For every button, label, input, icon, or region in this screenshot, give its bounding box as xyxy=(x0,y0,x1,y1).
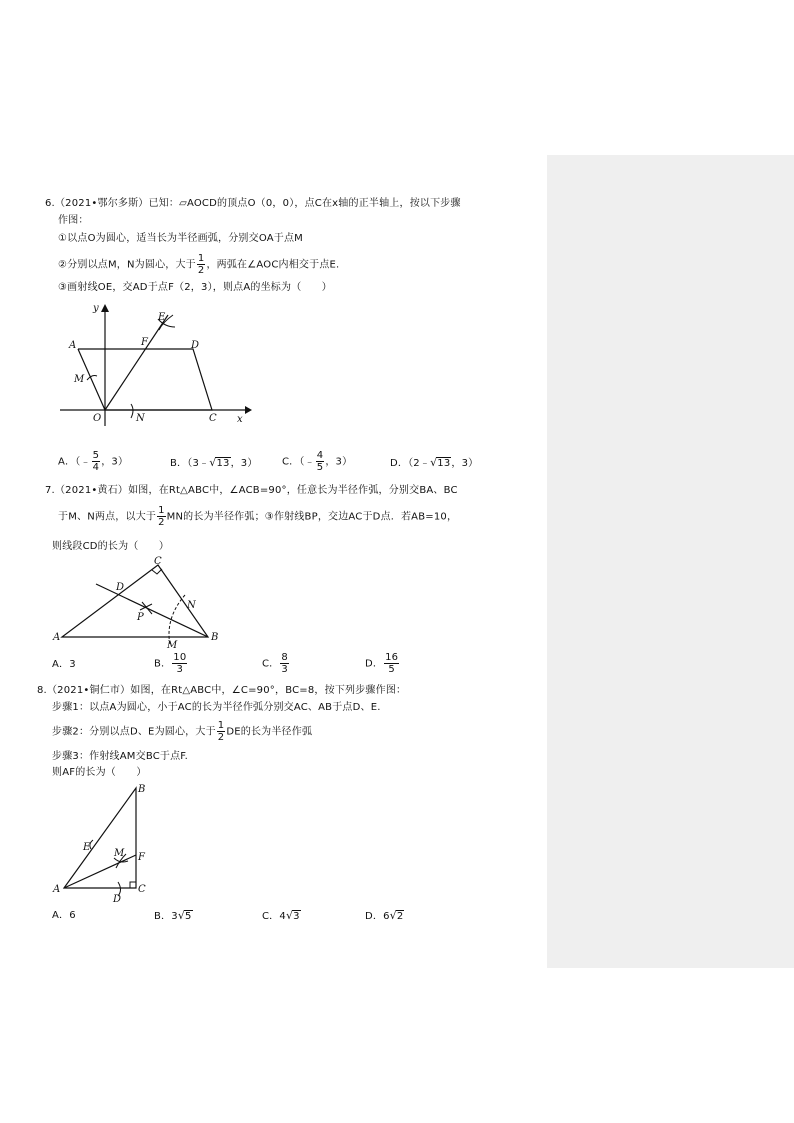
q7-figure xyxy=(50,553,230,653)
q6-y-arrow xyxy=(101,304,109,312)
q8-ray-am xyxy=(64,855,136,888)
q7-label-c: C xyxy=(154,556,162,567)
q8-label-c: C xyxy=(138,884,146,895)
q8-option-a[interactable]: A．6 xyxy=(52,910,76,921)
q6-step1: ①以点O为圆心，适当长为半径画弧，分别交OA于点M xyxy=(58,233,303,244)
q6-option-d[interactable]: D．（2﹣√13，3） xyxy=(390,456,479,469)
q8-step2: 步骤2：分别以点D、E为圆心，大于 $\frac{1}{2}$ DE的长为半径作弧 xyxy=(52,720,313,743)
q7-label-a: A xyxy=(53,632,61,643)
q6-option-c[interactable]: C．（﹣ $\frac{4}{5}$ ，3） xyxy=(282,450,353,473)
q6-figure xyxy=(55,300,255,430)
q6-label-c: C xyxy=(209,413,217,424)
q7-label-p: P xyxy=(137,612,144,623)
q6-option-a[interactable]: A．（﹣ $\frac{5}{4}$ ，3） xyxy=(58,450,129,473)
q7-stem-line2: 于M、N两点，以大于 $\frac{1}{2}$ MN的长为半径作弧；③作射线BP，交边AC于D点．若AB=10， xyxy=(58,505,458,528)
q8-step3: 步骤3：作射线AM交BC于点F. xyxy=(52,751,189,762)
q7-option-d[interactable]: D． $\frac{16}{5}$ xyxy=(365,652,399,675)
q6-x-arrow xyxy=(245,406,252,414)
q6-label-a: A xyxy=(69,340,77,351)
q8-figure xyxy=(50,778,170,903)
q7-option-c[interactable]: C． $\frac{8}{3}$ xyxy=(262,652,288,675)
q8-right-angle xyxy=(130,882,136,888)
q6-stem-line1: 6.（2021•鄂尔多斯）已知：▱AOCD的顶点O（0，0），点C在x轴的正半轴上，按以下步骤 xyxy=(45,198,461,209)
q6-label-f: F xyxy=(141,337,148,348)
q6-step2: ②分别以点M，N为圆心，大于 $\frac{1}{2}$ ，两弧在∠AOC内相交于点E. xyxy=(58,253,340,276)
q8-option-b[interactable]: B．3√5 xyxy=(154,909,192,922)
q8-label-b: B xyxy=(138,784,146,795)
q8-step1: 步骤1：以点A为圆心，小于AC的长为半径作弧分别交AC、AB于点D、E. xyxy=(52,702,381,713)
q6-label-x: x xyxy=(237,414,243,425)
q6-ray-oe xyxy=(105,315,168,410)
q8-question: 则AF的长为（ ） xyxy=(52,767,147,778)
q8-label-a: A xyxy=(53,884,61,895)
q6-stem-line2: 作图： xyxy=(58,215,89,226)
q6-label-e: E xyxy=(158,312,166,323)
q8-triangle xyxy=(64,788,136,888)
q7-fraction: $\frac{1}{2}$ xyxy=(158,505,165,528)
q7-label-d: D xyxy=(116,582,125,593)
q7-label-n: N xyxy=(187,600,196,611)
q7-label-b: B xyxy=(211,632,219,643)
q8-label-e: E xyxy=(83,842,91,853)
q6-arc-n xyxy=(131,404,133,418)
q6-label-o: O xyxy=(93,413,102,424)
q8-label-f: F xyxy=(138,852,145,863)
q7-stem-line3: 则线段CD的长为（ ） xyxy=(52,541,170,552)
q7-right-angle xyxy=(152,569,162,574)
q6-option-b[interactable]: B．（3﹣√13，3） xyxy=(170,456,258,469)
comment-margin-panel xyxy=(547,155,794,968)
q6-fraction: $\frac{1}{2}$ xyxy=(197,253,205,276)
q6-step3: ③画射线OE，交AD于点F（2，3），则点A的坐标为（ ） xyxy=(58,282,333,293)
q6-label-n: N xyxy=(136,413,145,424)
q8-label-d: D xyxy=(113,894,122,905)
q7-stem-line1: 7.（2021•黄石）如图，在Rt△ABC中，∠ACB=90°，任意长为半径作弧，分别交BA、BC xyxy=(45,485,458,496)
q6-label-d: D xyxy=(191,340,200,351)
q6-parallelogram xyxy=(78,349,212,410)
q7-option-a[interactable]: A．3 xyxy=(52,659,76,670)
q8-fraction: $\frac{1}{2}$ xyxy=(217,720,225,743)
q7-label-m: M xyxy=(167,640,178,651)
q8-label-m: M xyxy=(114,848,125,859)
q8-option-c[interactable]: C．4√3 xyxy=(262,909,300,922)
q7-option-b[interactable]: B． $\frac{10}{3}$ xyxy=(154,652,187,675)
q6-label-y: y xyxy=(93,303,99,314)
q6-label-m: M xyxy=(74,374,85,385)
q8-option-d[interactable]: D．6√2 xyxy=(365,909,404,922)
q8-stem-line1: 8.（2021•铜仁市）如图，在Rt△ABC中，∠C=90°，BC=8，按下列步骤作图： xyxy=(37,685,407,696)
